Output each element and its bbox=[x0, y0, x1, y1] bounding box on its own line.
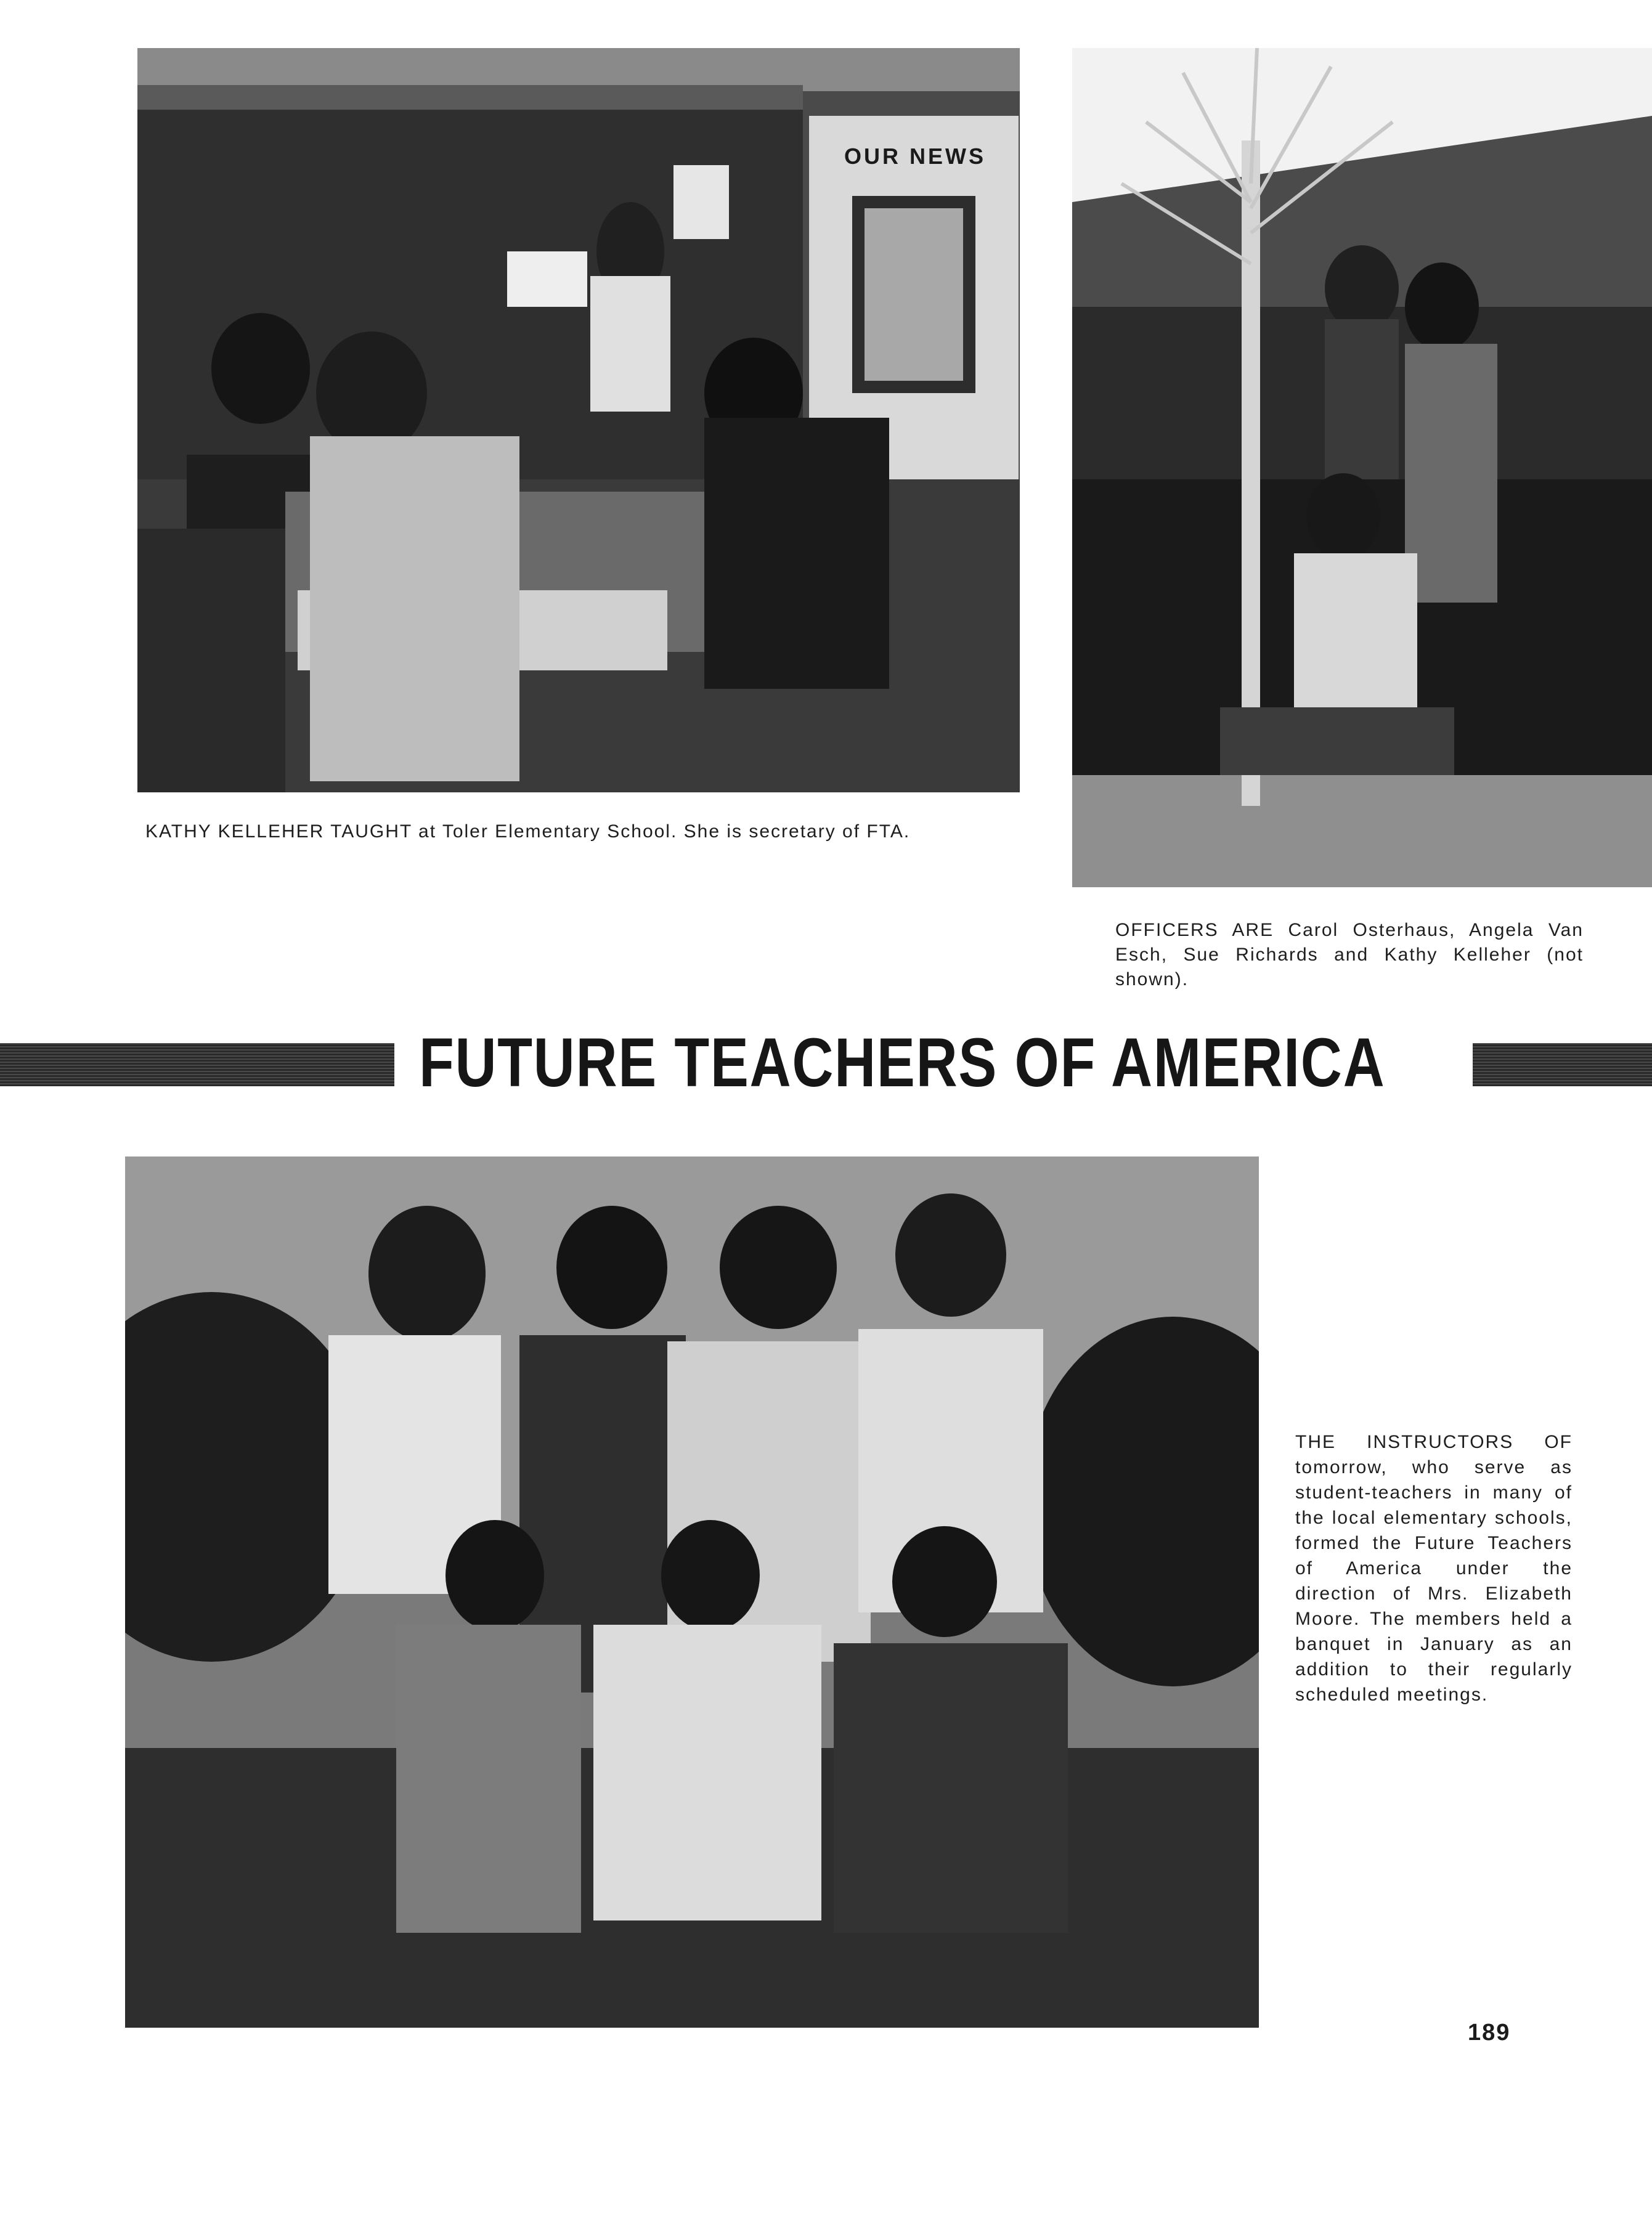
title-rule-right bbox=[1473, 1043, 1652, 1086]
classroom-photo bbox=[137, 48, 1020, 792]
news-board-label: OUR NEWS bbox=[844, 144, 986, 169]
instructors-caption: THE INSTRUCTORS OF tomorrow, who serve as student-teachers in many of the local elementary schools, formed the Future Teachers of America under the direction of Mrs. Elizabeth Moore. The members held a banquet in January as an addition to their regularly scheduled meetings. bbox=[1295, 1432, 1573, 1705]
page-title: FUTURE TEACHERS OF AMERICA bbox=[419, 1024, 1386, 1101]
title-rule-left bbox=[0, 1043, 394, 1086]
officers-photo bbox=[1072, 48, 1652, 887]
officers-caption: OFFICERS ARE Carol Osterhaus, Angela Van Esch, Sue Richards and Kathy Kelleher (not shown). bbox=[1115, 920, 1584, 990]
group-photo bbox=[125, 1156, 1259, 2028]
classroom-caption: KATHY KELLEHER TAUGHT at Toler Elementary School. She is secretary of FTA. bbox=[145, 821, 911, 842]
page-number: 189 bbox=[1468, 2020, 1511, 2046]
